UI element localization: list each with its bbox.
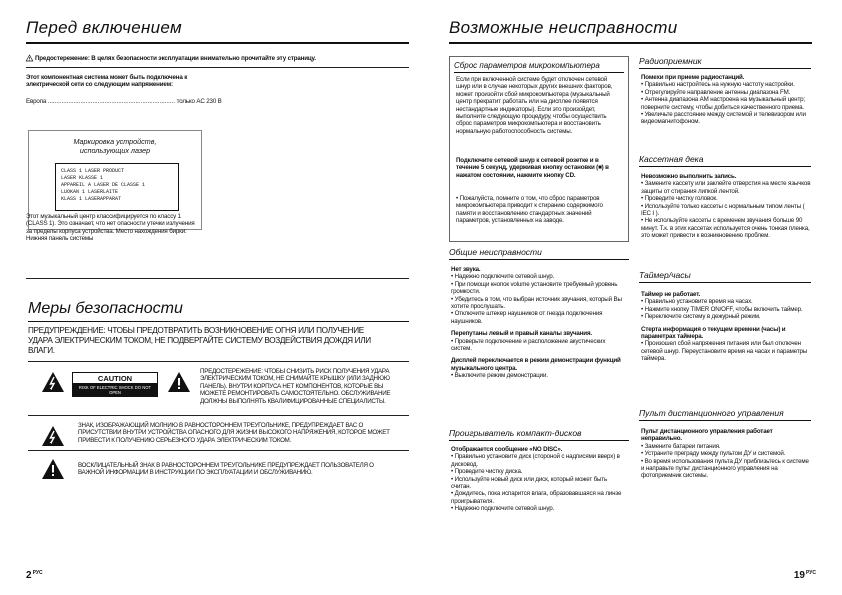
solution: • Проведите чистку диска. — [451, 468, 523, 476]
left-page-title: Перед включением — [26, 18, 182, 37]
solution: • Выключите режим демонстрации. — [451, 372, 548, 380]
tape-heading: Кассетная дека — [639, 154, 811, 167]
solution: • Антенна диапазона AM настроена на музыкальный центр; поверните систему, чтобы добиться качественного приема. — [641, 96, 805, 111]
solution: • Не используйте кассеты с временем звучания больше 90 минут. Т.к. в этих кассетах используется очень тонкая пленка, это может привести к возникновению проблем. — [641, 217, 810, 240]
problem: Пульт дистанционного управления работает неправильно. — [641, 428, 773, 443]
europe-label: Европа — [26, 98, 47, 105]
divider — [28, 415, 409, 416]
page-number: 2 — [26, 570, 32, 581]
radio-heading: Радиоприемник — [639, 56, 811, 69]
divider — [28, 361, 409, 362]
timer-block — [641, 291, 813, 363]
problem: Невозможно выполнить запись. — [641, 173, 737, 180]
laser-description: Этот музыкальный центр классифицируется по классу 1 (CLASS 1). Это означает, что нет опасности утечки излучения за пределы корпуса устройства. Место нахождения бирки: Нижняя панель системы — [26, 213, 195, 243]
solution: • Правильно установите время на часах. — [641, 298, 753, 306]
europe-dots: .......................................................................... — [47, 98, 175, 105]
page-lang: РУС — [32, 570, 43, 576]
problem: Стерта информация о текущем времени (часы) и параметрах таймера. — [641, 325, 786, 341]
problem: Таймер не работает. — [641, 291, 701, 298]
safety-warning: ПРЕДУПРЕЖДЕНИЕ: ЧТОБЫ ПРЕДОТВРАТИТЬ ВОЗНИКНОВЕНИЕ ОГНЯ ИЛИ ПОЛУЧЕНИЕ УДАРА ЭЛЕКТРИЧЕСКИМ ТОКОМ, НЕ ПОДВЕРГАЙТЕ СИСТЕМУ ВОЗДЕЙСТВИЯ ДОЖДЯ ИЛИ ВЛАГИ. — [28, 326, 371, 355]
europe-value: только AC 230 В — [176, 98, 222, 105]
caution-subtitle: RISK OF ELECTRIC SHOCK DO NOT OPEN — [73, 384, 157, 396]
lightning-triangle-icon — [42, 426, 64, 451]
solution: • Во время использования пульта ДУ приблизьтесь к системе и направьте пульт дистанционного управления на фотоприемник системы. — [641, 457, 809, 480]
lightning-text: ЗНАК, ИЗОБРАЖАЮЩИЙ МОЛНИЮ В РАВНОСТОРОННЕМ ТРЕУГОЛЬНИКЕ, ПРЕДУПРЕЖДАЕТ ВАС О ПРИСУТСТВИИ ВНУТРИ УСТРОЙСТВА ОПАСНОГО ДЛЯ ЖИЗНИ ВЫСОКОГО НАПРЯЖЕНИЯ, КОТОРОЕ МОЖЕТ ПРИВЕСТИ К ПОЛУЧЕНИЮ СЕРЬЕЗНОГО УДАРА ЭЛЕКТРИЧЕСКИМ ТОКОМ. — [78, 422, 390, 444]
page-lang: РУС — [806, 570, 816, 576]
solution: • Замените батареи питания. — [641, 442, 721, 450]
general-block — [451, 266, 626, 380]
laser-label — [55, 163, 179, 211]
solution: • Проведите чистку головок. — [641, 195, 718, 203]
right-page — [421, 0, 842, 595]
laser-line: KLASS 1 LASERAPPARAT — [61, 196, 122, 202]
compat-text: Этот компонентная система может быть подключена к электрической сети со следующим напряжением: — [26, 74, 188, 89]
problem: Перепутаны левый и правый каналы звучания. — [451, 330, 592, 338]
reset-heading: Сброс параметров микрокомпьютера — [454, 61, 624, 73]
solution: • Переключите систему в дежурный режим. — [641, 313, 761, 321]
solution: • Правильно установите диск (стороной с надписями вверх) в дисковод. — [451, 453, 620, 468]
caution-title: CAUTION — [73, 373, 157, 384]
right-page-number — [794, 570, 816, 581]
voltage-line — [26, 98, 222, 105]
timer-heading: Таймер/часы — [639, 270, 811, 283]
solution: • Устраните преграду между пультом ДУ и системой. — [641, 450, 786, 458]
laser-line: APPAREIL A LASER DE CLASSE 1 — [61, 182, 146, 188]
problem: Дисплей переключается в режим демонстрации функций музыкального центра. — [451, 357, 621, 372]
laser-box-title: Маркировка устройств, использующих лазер — [73, 137, 157, 155]
left-page-number — [26, 570, 43, 581]
remote-heading: Пульт дистанционного управления — [639, 408, 811, 421]
caution-text: ПРЕДОСТЕРЕЖЕНИЕ: ЧТОБЫ СНИЗИТЬ РИСК ПОЛУЧЕНИЯ УДАРА ЭЛЕКТРИЧЕСКИМ ТОКОМ, НЕ СНИМАЙТЕ КРЫШКУ (ИЛИ ЗАДНЮЮ ПАНЕЛЬ). ВНУТРИ КОРПУСА НЕТ КОМПОНЕНТОВ, КОТОРЫЕ ВЫ МОЖЕТЕ РЕМОНТИРОВАТЬ САМОСТОЯТЕЛЬНО. ОБСЛУЖИВАНИЕ ДОЛЖНЫ ВЫПОЛНЯТЬ КВАЛИФИЦИРОВАННЫЕ СПЕЦИАЛИСТЫ. — [200, 368, 391, 405]
solution: • Надежно подключите сетевой шнур. — [451, 273, 555, 281]
cd-heading: Проигрыватель компакт-дисков — [449, 428, 629, 441]
warning-triangle-icon — [26, 55, 33, 63]
solution: • Проверьте подключение и расположение акустических систем. — [451, 337, 606, 353]
remote-block — [641, 428, 813, 480]
problem: Нет звука. — [451, 266, 481, 273]
solution: • Отключите штекер наушников от гнезда подключения наушников. — [451, 310, 603, 325]
laser-line: CLASS 1 LASER PRODUCT — [61, 168, 125, 174]
solution: • Увеличьте расстояние между системой и телевизором или видеомагнитофоном. — [641, 111, 806, 126]
solution: • Отрегулируйте направление антенны диапазона FM. — [641, 88, 791, 96]
solution: • Надежно подключите сетевой шнур. — [451, 505, 555, 513]
reset-p3: • Пожалуйста, помните о том, что сброс параметров микрокомпьютера приводит к стиранию содержимого памяти и восстановлению стандартных значений параметров, установленных на заводе. — [456, 195, 603, 225]
safety-title: Меры безопасности — [28, 300, 409, 322]
solution: • Дождитесь, пока испарится влага, образовавшаяся на линзе проигрывателя. — [451, 490, 622, 505]
divider — [28, 450, 409, 451]
solution: • Используйте новый диск или диск, который может быть считан. — [451, 475, 608, 491]
general-heading: Общие неисправности — [449, 247, 629, 260]
solution: • Произошел сбой напряжения питания или был отключен сетевой шнур. Переустановите время на часах и параметры таймера. — [641, 340, 808, 363]
exclamation-text: ВОСКЛИЦАТЕЛЬНЫЙ ЗНАК В РАВНОСТОРОННЕМ ТРЕУГОЛЬНИКЕ ПРЕДУПРЕЖДАЕТ ПОЛЬЗОВАТЕЛЯ О ВАЖНОЙ ИНФОРМАЦИИ В ИНСТРУКЦИИ ПО ЭКСПЛУАТАЦИИ И ОБСЛУЖИВАНИЮ. — [78, 462, 374, 477]
solution: • Замените кассету или заклейте отверстия на месте язычков защиты от стирания липкой лентой. — [641, 180, 811, 195]
reset-box — [449, 56, 629, 242]
precaution-line — [26, 55, 416, 63]
caution-label — [72, 372, 158, 397]
exclamation-triangle-icon — [42, 459, 64, 484]
laser-line: LASER KLASSE 1 — [61, 175, 104, 181]
right-page-title: Возможные неисправности — [449, 18, 678, 37]
divider — [26, 278, 409, 279]
cd-block — [451, 446, 626, 513]
reset-p1: Если при включенной системе будет отключен сетевой шнур или в случае некоторых других внешних факторов, может произойти сбой микрокомпьютера (музыкальный центр прекратит работать или на дисплее появятся нестандартные индикаторы). Если это произойдет, выполните следующую процедуру, чтобы осуществить сброс параметров микрокомпьютера и восстановить нормальную работоспособность системы. — [456, 76, 613, 135]
right-header — [449, 18, 812, 44]
problem: Помехи при приеме радиостанций. — [641, 74, 745, 81]
exclamation-triangle-icon — [168, 372, 190, 397]
lightning-triangle-icon — [42, 372, 64, 397]
problem: Отображается сообщение «NO DISC». — [451, 446, 563, 453]
solution: • Убедитесь в том, что выбран источник звучания, который Вы хотите прослушать. — [451, 295, 622, 311]
tape-block — [641, 173, 813, 240]
solution: • Используйте только кассеты с нормальным типом ленты ( IEC I ). — [641, 202, 805, 218]
reset-p2: Подключите сетевой шнур к сетевой розетке и в течение 5 секунд, удерживая кнопку остановки (■) в нажатом состоянии, нажмите кнопку CD. — [456, 157, 609, 179]
page-number: 19 — [793, 570, 805, 581]
radio-block — [641, 74, 813, 126]
left-header — [26, 18, 409, 44]
precaution-text: Предостережение: В целях безопасности эксплуатации внимательно прочитайте эту страницу. — [35, 55, 316, 62]
divider — [26, 67, 409, 68]
solution: • Нажмите кнопку TIMER ON/OFF, чтобы включить таймер. — [641, 305, 803, 313]
laser-line: LUOKAN 1 LASERLAITE — [61, 189, 119, 195]
solution: • Правильно настройтесь на нужную частоту настройки. — [641, 81, 795, 89]
solution: • При помощи кнопок volume установите требуемый уровень громкости. — [451, 280, 618, 296]
